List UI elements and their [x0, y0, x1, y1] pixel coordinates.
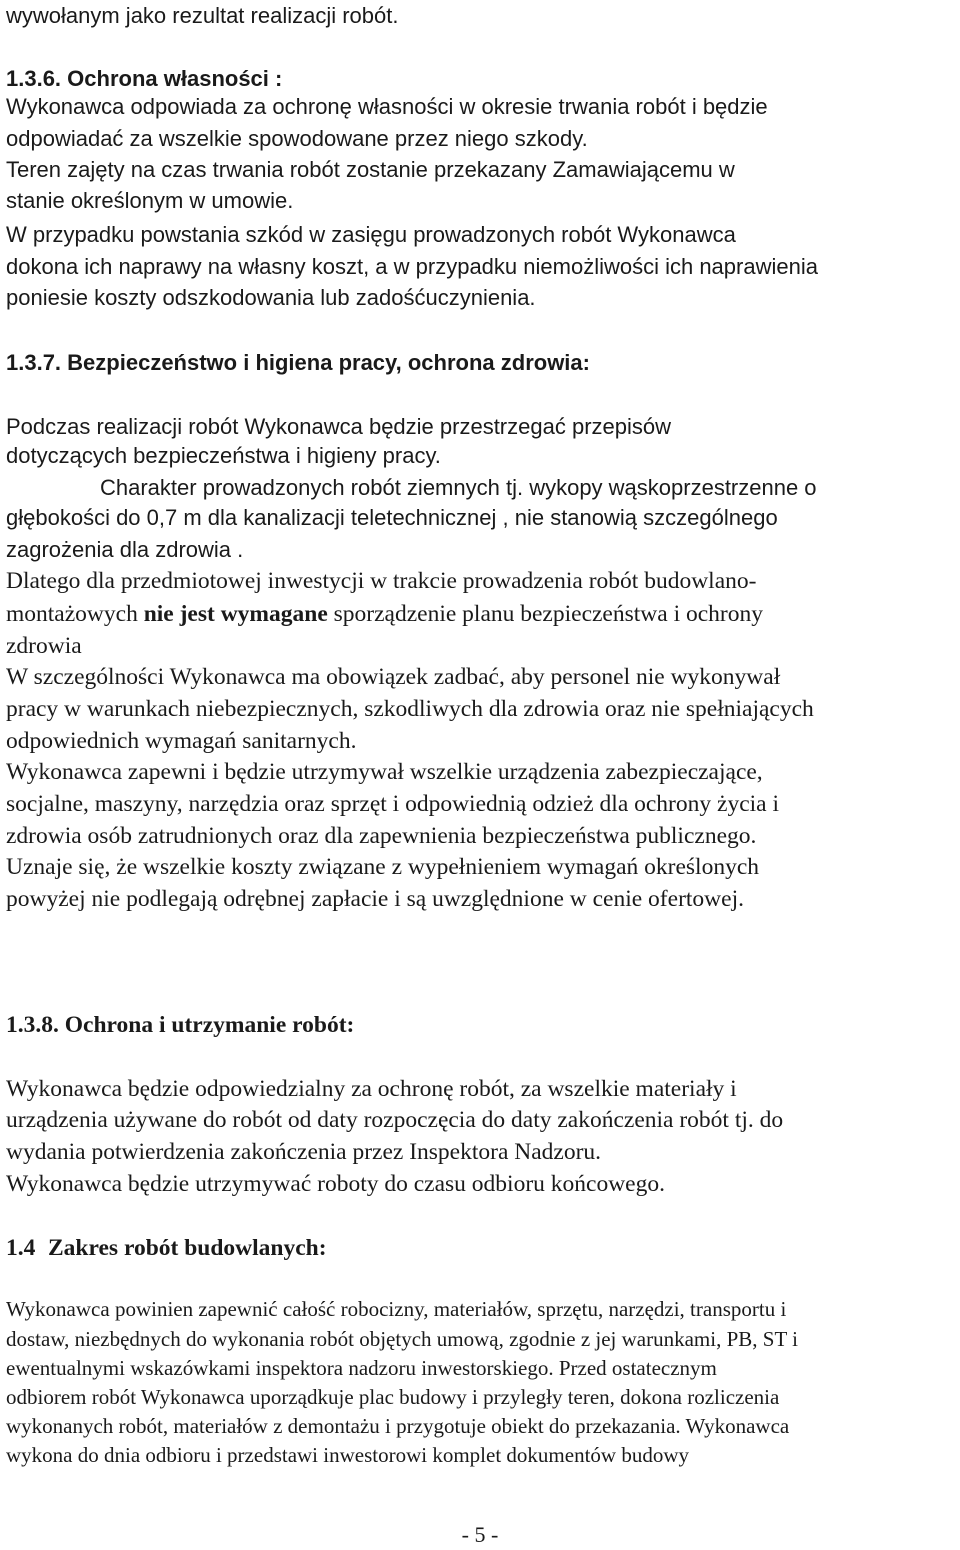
- text-line: wydania potwierdzenia zakończenia przez Inspektora Nadzoru.: [6, 1139, 602, 1165]
- text-line: głębokości do 0,7 m dla kanalizacji teletechnicznej , nie stanowią szczególnego: [6, 505, 778, 530]
- text-line: socjalne, maszyny, narzędzia oraz sprzęt i odpowiednią odzież dla ochrony życia i: [6, 791, 779, 817]
- text-line: ewentualnymi wskazówkami inspektora nadzoru inwestorskiego. Przed ostatecznym: [6, 1356, 717, 1380]
- text-line: odpowiadać za wszelkie spowodowane przez niego szkody.: [6, 126, 588, 151]
- text-line: stanie określonym w umowie.: [6, 188, 294, 213]
- text-line: Wykonawca będzie utrzymywać roboty do czasu odbioru końcowego.: [6, 1171, 665, 1197]
- section-title: Bezpieczeństwo i higiena pracy, ochrona zdrowia:: [67, 350, 590, 375]
- section-heading-1-4: [6, 1234, 327, 1262]
- text-line: [6, 600, 763, 628]
- text-line: dotyczących bezpieczeństwa i higieny pracy.: [6, 443, 441, 468]
- text-line: urządzenia używane do robót od daty rozpoczęcia do daty zakończenia robót tj. do: [6, 1107, 784, 1133]
- text-line: Charakter prowadzonych robót ziemnych tj. wykopy wąskoprzestrzenne o: [100, 475, 817, 500]
- text-line: Wykonawca odpowiada za ochronę własności w okresie trwania robót i będzie: [6, 94, 768, 119]
- text-line: zdrowia: [6, 633, 82, 659]
- text-line: Wykonawca będzie odpowiedzialny za ochronę robót, za wszelkie materiały i: [6, 1076, 737, 1102]
- section-title: Zakres robót budowlanych:: [48, 1235, 327, 1261]
- text-run: sporządzenie planu bezpieczeństwa i ochrony: [327, 601, 763, 627]
- text-line: Uznaje się, że wszelkie koszty związane z wypełnieniem wymagań określonych: [6, 854, 760, 880]
- section-number: 1.3.6.: [6, 66, 62, 91]
- text-line: Dlatego dla przedmiotowej inwestycji w trakcie prowadzenia robót budowlano-: [6, 568, 757, 594]
- section-number: 1.3.8.: [6, 1012, 59, 1038]
- text-line: zdrowia osób zatrudnionych oraz dla zapewnienia bezpieczeństwa publicznego.: [6, 823, 757, 849]
- text-line: Teren zajęty na czas trwania robót zostanie przekazany Zamawiającemu w: [6, 157, 735, 182]
- text-line: Wykonawca zapewni i będzie utrzymywał wszelkie urządzenia zabezpieczające,: [6, 759, 763, 785]
- text-line: wykonanych robót, materiałów z demontażu i przygotuje obiekt do przekazania. Wykonawca: [6, 1414, 790, 1438]
- text-line: poniesie koszty odszkodowania lub zadośćuczynienia.: [6, 285, 536, 310]
- text-line: odbiorem robót Wykonawca uporządkuje plac budowy i przyległy teren, dokona rozliczenia: [6, 1385, 780, 1409]
- emphasis-text: nie jest wymagane: [143, 601, 328, 627]
- section-title: Ochrona własności :: [67, 66, 283, 91]
- text-line: W szczególności Wykonawca ma obowiązek zadbać, aby personel nie wykonywał: [6, 664, 781, 690]
- section-heading-1-3-6: [6, 66, 282, 92]
- section-number: 1.4: [6, 1235, 36, 1261]
- text-line: Wykonawca powinien zapewnić całość robocizny, materiałów, sprzętu, narzędzi, transportu i: [6, 1297, 787, 1321]
- document-page: [6, 0, 956, 1550]
- text-line: wywołanym jako rezultat realizacji robót.: [6, 3, 399, 28]
- text-line: Podczas realizacji robót Wykonawca będzie przestrzegać przepisów: [6, 414, 671, 439]
- text-line: pracy w warunkach niebezpiecznych, szkodliwych dla zdrowia oraz nie spełniających: [6, 696, 814, 722]
- text-line: dokona ich naprawy na własny koszt, a w przypadku niemożliwości ich naprawienia: [6, 254, 818, 279]
- section-number: 1.3.7.: [6, 350, 62, 375]
- text-line: zagrożenia dla zdrowia .: [6, 537, 244, 562]
- text-line: powyżej nie podlegają odrębnej zapłacie i są uwzględnione w cenie ofertowej.: [6, 886, 744, 912]
- text-line: odpowiednich wymagań sanitarnych.: [6, 728, 357, 754]
- section-heading-1-3-8: [6, 1011, 354, 1039]
- section-title: Ochrona i utrzymanie robót:: [64, 1012, 355, 1038]
- text-line: wykona do dnia odbioru i przedstawi inwestorowi komplet dokumentów budowy: [6, 1443, 689, 1467]
- text-line: dostaw, niezbędnych do wykonania robót objętych umową, zgodnie z jej warunkami, PB, ST i: [6, 1327, 799, 1351]
- page-number: - 5 -: [461, 1522, 499, 1547]
- section-heading-1-3-7: [6, 350, 590, 376]
- text-line: W przypadku powstania szkód w zasięgu prowadzonych robót Wykonawca: [6, 222, 736, 247]
- text-run: montażowych: [6, 601, 144, 627]
